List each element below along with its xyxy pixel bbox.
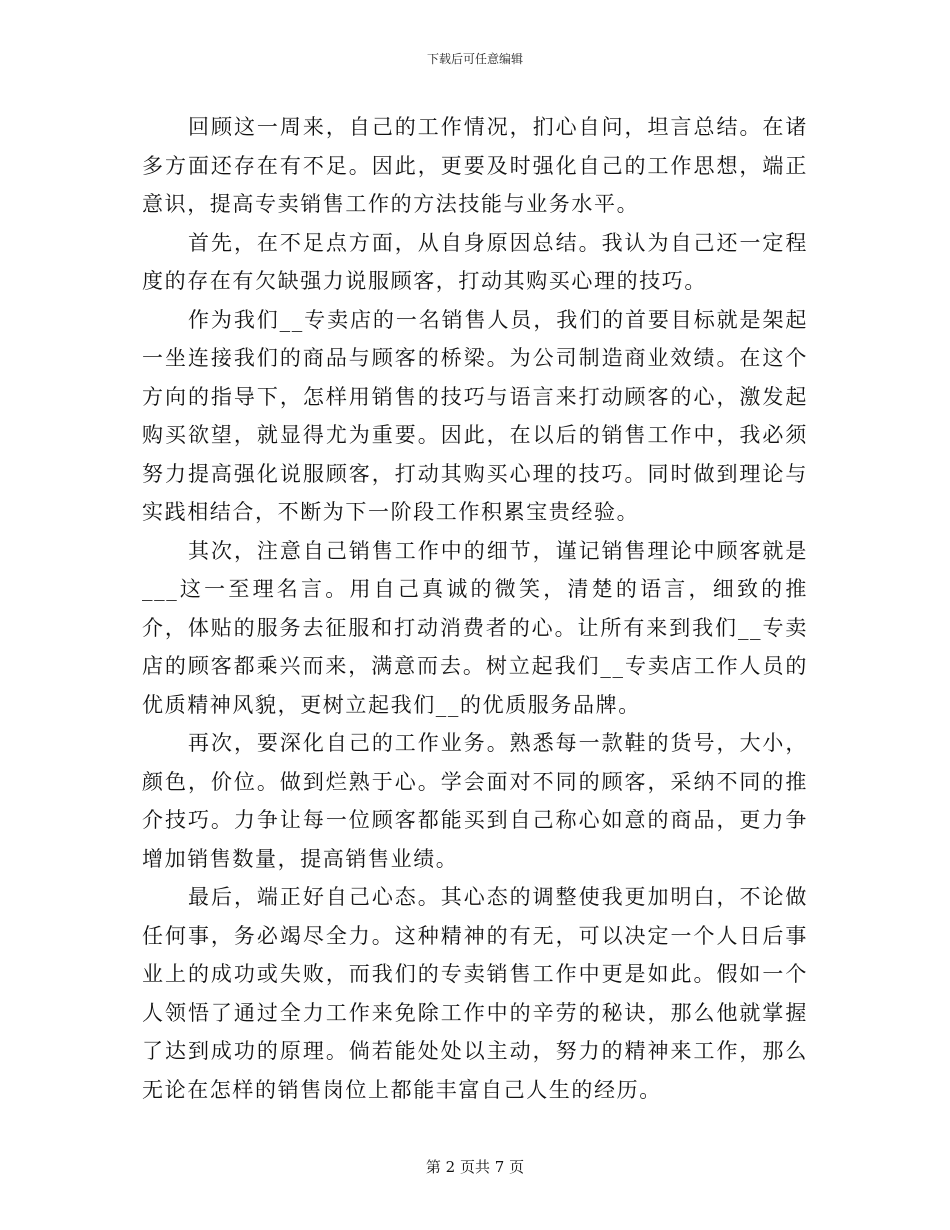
paragraph-review: 回顾这一周来，自己的工作情况，扪心自问，坦言总结。在诸多方面还存在有不足。因此，更要及时强化自己的工作思想，端正意识，提高专卖销售工作的方法技能与业务水平。 — [142, 115, 808, 216]
paragraph-sales-role: 作为我们__专卖店的一名销售人员，我们的首要目标就是架起一坐连接我们的商品与顾客的桥梁。为公司制造商业效绩。在这个方向的指导下，怎样用销售的技巧与语言来打动顾客的心，激发起购买欲望，就显得尤为重要。因此，在以后的销售工作中，我必须努力提高强化说服顾客，打动其购买心理的技巧。同时做到理论与实践相结合，不断为下一阶段工作积累宝贵经验。 — [142, 307, 808, 524]
paragraph-third-point: 再次，要深化自己的工作业务。熟悉每一款鞋的货号，大小，颜色，价位。做到烂熟于心。学会面对不同的顾客，采纳不同的推介技巧。力争让每一位顾客都能买到自己称心如意的商品，更力争增加销售数量，提高销售业绩。 — [142, 731, 808, 871]
paragraph-second-point: 其次，注意自己销售工作中的细节，谨记销售理论中顾客就是___这一至理名言。用自己真诚的微笑，清楚的语言，细致的推介，体贴的服务去征服和打动消费者的心。让所有来到我们__专卖店的顾客都乘兴而来，满意而去。树立起我们__专卖店工作人员的优质精神风貌，更树立起我们__的优质服务品牌。 — [142, 538, 808, 717]
paragraph-final-point: 最后，端正好自己心态。其心态的调整使我更加明白，不论做任何事，务必竭尽全力。这种精神的有无，可以决定一个人日后事业上的成功或失败，而我们的专卖销售工作中更是如此。假如一个人领悟了通过全力工作来免除工作中的辛劳的秘诀，那么他就掌握了达到成功的原理。倘若能处处以主动，努力的精神来工作，那么无论在怎样的销售岗位上都能丰富自己人生的经历。 — [142, 885, 808, 1102]
paragraph-first-point: 首先，在不足点方面，从自身原因总结。我认为自己还一定程度的存在有欠缺强力说服顾客，打动其购买心理的技巧。 — [142, 230, 808, 293]
page-header: 下载后可任意编辑 — [426, 52, 523, 66]
page-number: 第 2 页共 7 页 — [425, 1158, 525, 1176]
document-body — [142, 108, 808, 1109]
